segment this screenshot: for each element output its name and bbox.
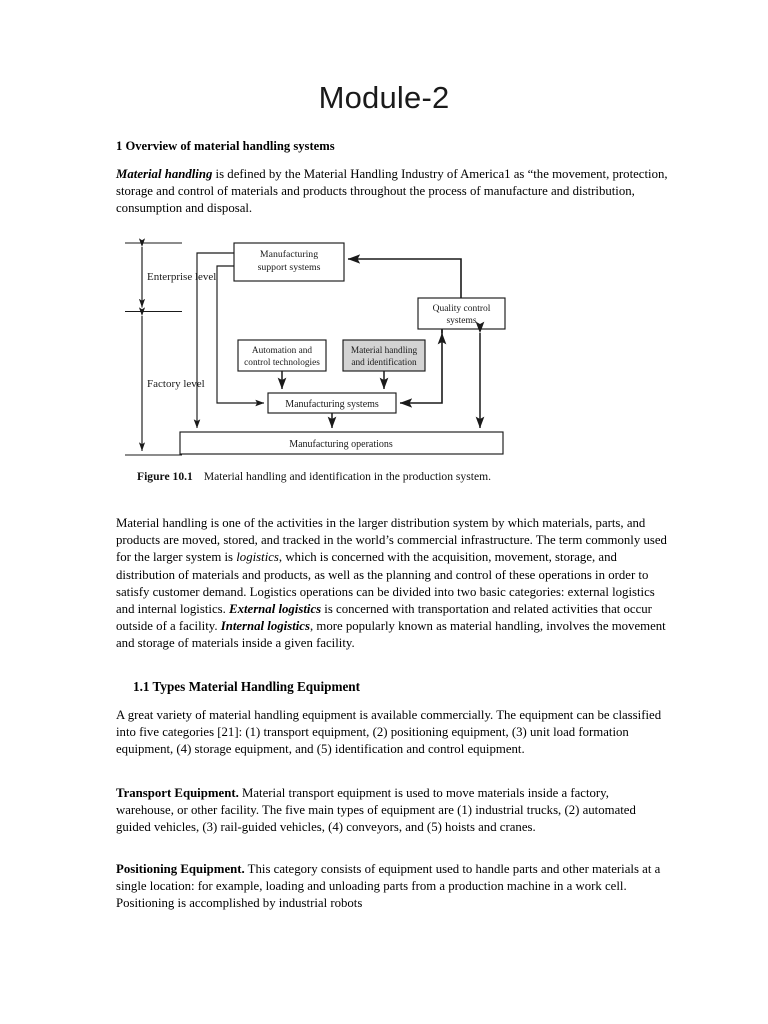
page-title: Module-2 [318, 80, 450, 115]
transport-equipment-paragraph [116, 785, 668, 837]
section-1-1-heading: 1.1 Types Material Handling Equipment [133, 679, 361, 694]
label-manufacturing-systems: Manufacturing systems [285, 399, 379, 410]
logistics-paragraph [116, 515, 668, 653]
label-automation-line1: Automation and [251, 346, 313, 356]
production-system-diagram [116, 232, 668, 468]
figure-caption-number: Figure 10.1 [137, 470, 193, 483]
link-support-to-manufacturing-systems [217, 266, 264, 403]
label-manufacturing-support-systems-line1: Manufacturing [259, 249, 319, 260]
logistics-text-c: is concerned with transportation and related activities that occur outside of a facility. [116, 602, 652, 634]
logistics-text-d: , more popularly known as material handling, involves the movement and storage of materials inside a given facility. [116, 619, 666, 651]
material-handling-definition-paragraph [116, 166, 668, 218]
label-quality-control-systems-line1: Quality control [432, 304, 491, 314]
section-1-heading: 1 Overview of material handling systems [116, 139, 335, 153]
factory-level-label: Factory level [147, 378, 205, 390]
label-material-handling-line2: and identification [351, 358, 417, 368]
positioning-equipment-lead: Positioning Equipment. [116, 862, 245, 876]
label-material-handling-line1: Material handling [350, 346, 418, 356]
equipment-categories-paragraph: A great variety of material handling equipment is available commercially. The equipment can be classified into five categories [21]: (1) transport equipment, (2) positioning equipment, (3) unit load formation equipment, (4) storage equipment, and (5) identification and control equipment. [116, 708, 662, 757]
positioning-equipment-text: This category consists of equipment used to handle parts and other materials at a single location: for example, loading and unloading parts from a production machine in a work cell. Positioning is accomplished by industrial robots [116, 862, 661, 911]
enterprise-level-label: Enterprise level [147, 271, 217, 283]
external-logistics-term: External logistics [229, 602, 322, 617]
internal-logistics-term: Internal logistics [220, 619, 310, 634]
figure-10-1 [116, 232, 668, 500]
figure-caption [137, 470, 567, 485]
transport-equipment-lead: Transport Equipment. [116, 786, 239, 800]
label-manufacturing-operations: Manufacturing operations [289, 439, 393, 450]
logistics-term: logistics [236, 550, 279, 565]
label-quality-control-systems-line2: systems [446, 316, 477, 326]
material-handling-term: Material handling [116, 167, 213, 181]
logistics-text-a: Material handling is one of the activities in the larger distribution system by which materials, parts, and products are moved, stored, and tracked in the world’s commercial infrastructure. The term commonly used for the larger system is [116, 516, 667, 565]
transport-equipment-text: Material transport equipment is used to move materials inside a factory, warehouse, or other facility. The five main types of equipment are (1) industrial trucks, (2) automated guided vehicles, (3) rail-guided vehicles, (4) conveyors, and (5) hoists and cranes. [116, 786, 636, 835]
label-automation-line2: control technologies [244, 358, 320, 368]
positioning-equipment-paragraph [116, 861, 668, 913]
label-manufacturing-support-systems-line2: support systems [257, 262, 321, 273]
figure-caption-text: Material handling and identification in the production system. [203, 470, 492, 483]
link-quality-to-support [348, 259, 461, 298]
logistics-text-b: , which is concerned with the acquisition, movement, storage, and distribution of materials and products, as well as the planning and control of these operations in order to satisfy customer demand. Logistics operations can be divided into two basic categories: external logistics and internal logistics. [116, 550, 655, 617]
material-handling-definition-text: is defined by the Material Handling Industry of America1 as “the movement, protection, storage and control of materials and products throughout the process of manufacture and distribution, consumption and disposal. [116, 167, 668, 216]
